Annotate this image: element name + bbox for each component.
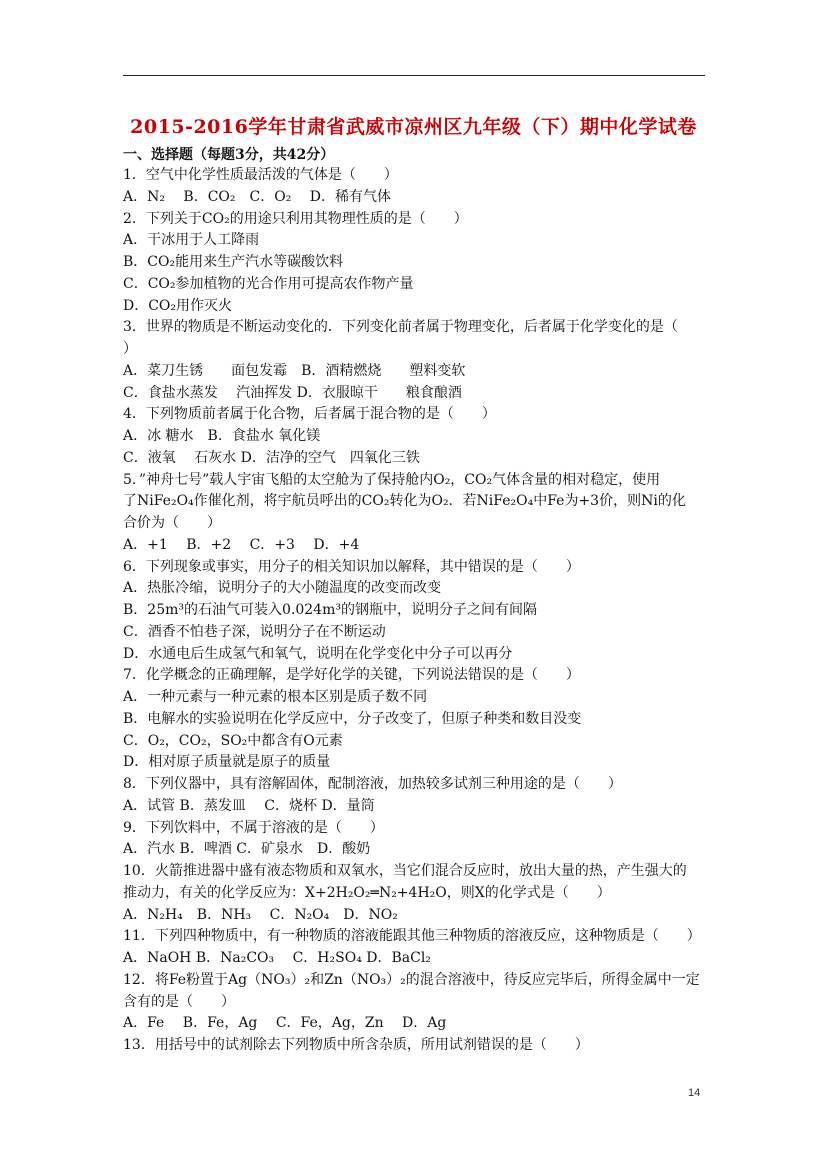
question-line: 4．下列物质前者属于化合物，后者属于混合物的是（ ）	[123, 406, 496, 423]
question-line: D．水通电后生成氢气和氧气，说明在化学变化中分子可以再分	[123, 645, 513, 662]
question-line: 合价为（ ）	[123, 515, 221, 531]
question-line: 5．”神舟七号”载人宇宙飞船的太空舱为了保持舱内O₂，CO₂气体含量的相对稳定，使用	[123, 471, 661, 488]
question-line: B．25m³的石油气可装入0.024m³的钢瓶中，说明分子之间有间隔	[123, 602, 537, 618]
question-line: 含有的是（ ）	[123, 993, 235, 1010]
question-line: 推动力，有关的化学反应为：X+2H₂O₂═N₂+4H₂O，则X的化学式是（ ）	[123, 884, 611, 901]
question-line: A．热胀冷缩，说明分子的大小随温度的改变而改变	[123, 580, 442, 597]
question-line: C．酒香不怕巷子深，说明分子在不断运动	[123, 623, 386, 640]
question-line: C．食盐水蒸发 汽油挥发 D．衣服晾干 粮食酿酒	[123, 384, 462, 401]
question-line: A．菜刀生锈 面包发霉 B．酒精燃烧 塑料变软	[123, 362, 466, 379]
header-rule	[123, 75, 705, 76]
section-heading: 一、选择题（每题3分，共42分）	[123, 147, 335, 163]
page-number: 14	[688, 1087, 701, 1099]
question-line: 8．下列仪器中，具有溶解固体，配制溶液，加热较多试剂三种用途的是（ ）	[123, 776, 622, 792]
question-line: B．电解水的实验说明在化学反应中，分子改变了，但原子种类和数目没变	[123, 710, 582, 727]
question-line: A．N₂H₄ B．NH₃ C．N₂O₄ D．NO₂	[123, 906, 398, 923]
question-line: 11．下列四种物质中，有一种物质的溶液能跟其他三种物质的溶液反应，这种物质是（ ）	[123, 928, 701, 945]
question-line: D．CO₂用作灭火	[123, 297, 233, 314]
question-list	[123, 165, 708, 1057]
question-line: A．汽水 B．啤酒 C．矿泉水 D．酸奶	[123, 841, 371, 858]
question-line: A．N₂ B．CO₂ C．O₂ D．稀有气体	[123, 188, 391, 205]
exam-title: 2015-2016学年甘肃省武威市凉州区九年级（下）期中化学试卷	[130, 116, 697, 138]
question-line: C．液氧 石灰水 D．洁净的空气 四氧化三铁	[123, 449, 420, 466]
question-line: A．试管 B．蒸发皿 C．烧杯 D．量筒	[123, 797, 375, 814]
question-line: D．相对原子质量就是原子的质量	[123, 754, 331, 771]
question-line: 7．化学概念的正确理解，是学好化学的关键，下列说法错误的是（ ）	[123, 667, 580, 684]
question-line: A．Fe B．Fe，Ag C．Fe，Ag，Zn D．Ag	[123, 1015, 447, 1032]
question-line: 了NiFe₂O₄作催化剂，将宇航员呼出的CO₂转化为O₂．若NiFe₂O₄中Fe为+3价，则Ni的化	[123, 493, 686, 510]
question-line: 12．将Fe粉置于Ag（NO₃）₂和Zn（NO₃）₂的混合溶液中，待反应完毕后，所得金属中一定	[123, 971, 700, 988]
question-line: A．NaOH B．Na₂CO₃ C．H₂SO₄ D．BaCl₂	[123, 950, 431, 966]
question-line: 2．下列关于CO₂的用途只利用其物理性质的是（ ）	[123, 210, 468, 227]
question-line: A．干冰用于人工降雨	[123, 232, 260, 249]
question-line: 10．火箭推进器中盛有液态物质和双氧水，当它们混合反应时，放出大量的热，产生强大的	[123, 863, 687, 879]
question-line: A．冰 糖水 B．食盐水 氧化镁	[123, 428, 321, 444]
question-line: A．一种元素与一种元素的根本区别是质子数不同	[123, 689, 428, 705]
question-line: A．+1 B．+2 C．+3 D．+4	[123, 536, 360, 553]
question-line: C．CO₂参加植物的光合作用可提高农作物产量	[123, 275, 414, 292]
question-line: 13．用括号中的试剂除去下列物质中所含杂质，所用试剂错误的是（ ）	[123, 1037, 589, 1053]
question-line: ）	[123, 341, 137, 357]
question-line: C．O₂，CO₂，SO₂中都含有O元素	[123, 732, 343, 749]
question-line: B．CO₂能用来生产汽水等碳酸饮料	[123, 254, 344, 270]
question-line: 6．下列现象或事实，用分子的相关知识加以解释，其中错误的是（ ）	[123, 558, 580, 575]
question-line: 3．世界的物质是不断运动变化的．下列变化前者属于物理变化，后者属于化学变化的是（	[123, 319, 678, 336]
question-line: 9．下列饮料中，不属于溶液的是（ ）	[123, 819, 384, 836]
question-line: 1．空气中化学性质最活泼的气体是（ ）	[123, 167, 398, 183]
